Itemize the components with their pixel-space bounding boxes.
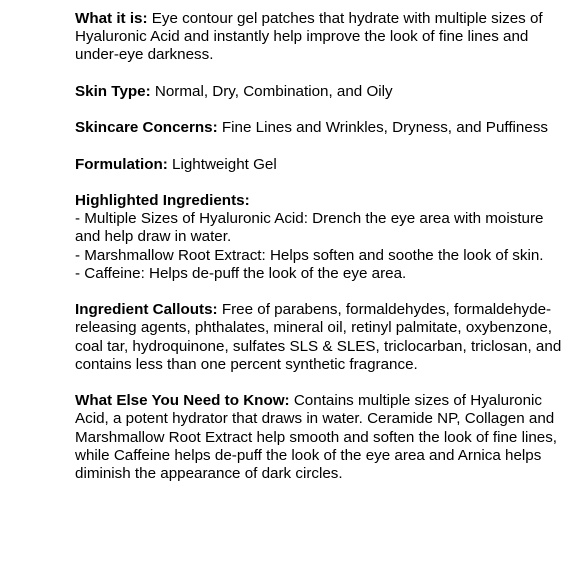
what-else-text: Contains multiple sizes of Hyaluronic Acid, a potent hydrator that draws in water. Ceramide NP, Collagen and Marshmallow Root Extract help smooth and soften the look of fine lines, while Caffeine helps de-puff the look of the eye area and Arnica helps diminish the appearance of dark circles. (75, 392, 558, 482)
section-skin-type (75, 83, 565, 101)
ingredient-bullet: - Multiple Sizes of Hyaluronic Acid: Drench the eye area with moisture and help draw in water. (75, 210, 544, 246)
section-skincare-concerns (75, 119, 565, 137)
section-ingredient-callouts (75, 301, 565, 374)
formulation-label: Formulation: (75, 155, 168, 173)
section-highlighted-ingredients (75, 192, 565, 283)
ingredient-callouts-label: Ingredient Callouts: (75, 301, 218, 319)
formulation-text: Lightweight Gel (167, 155, 277, 173)
section-what-it-is (75, 10, 565, 65)
ingredient-bullet: - Caffeine: Helps de-puff the look of the eye area. (75, 264, 407, 282)
skin-type-label: Skin Type: (75, 82, 151, 100)
ingredient-bullet: - Marshmallow Root Extract: Helps soften and soothe the look of skin. (75, 246, 544, 264)
section-formulation (75, 156, 565, 174)
highlighted-ingredients-label: Highlighted Ingredients: (75, 191, 250, 209)
ingredient-callouts-text: Free of parabens, formaldehydes, formaldehyde-releasing agents, phthalates, mineral oil, retinyl palmitate, oxybenzone, coal tar, hydroquinone, sulfates SLS & SLES, triclocarban, triclosan, and contains less than one percent synthetic fragrance. (75, 301, 562, 373)
what-it-is-label: What it is: (75, 10, 148, 27)
section-what-else (75, 392, 565, 483)
skincare-concerns-text: Fine Lines and Wrinkles, Dryness, and Puffiness (217, 119, 549, 137)
product-description (75, 10, 565, 501)
what-it-is-text: Eye contour gel patches that hydrate with multiple sizes of Hyaluronic Acid and instantly help improve the look of fine lines and under-eye darkness. (75, 10, 543, 64)
skincare-concerns-label: Skincare Concerns: (75, 119, 218, 137)
skin-type-text: Normal, Dry, Combination, and Oily (150, 82, 393, 100)
what-else-label: What Else You Need to Know: (75, 392, 290, 410)
